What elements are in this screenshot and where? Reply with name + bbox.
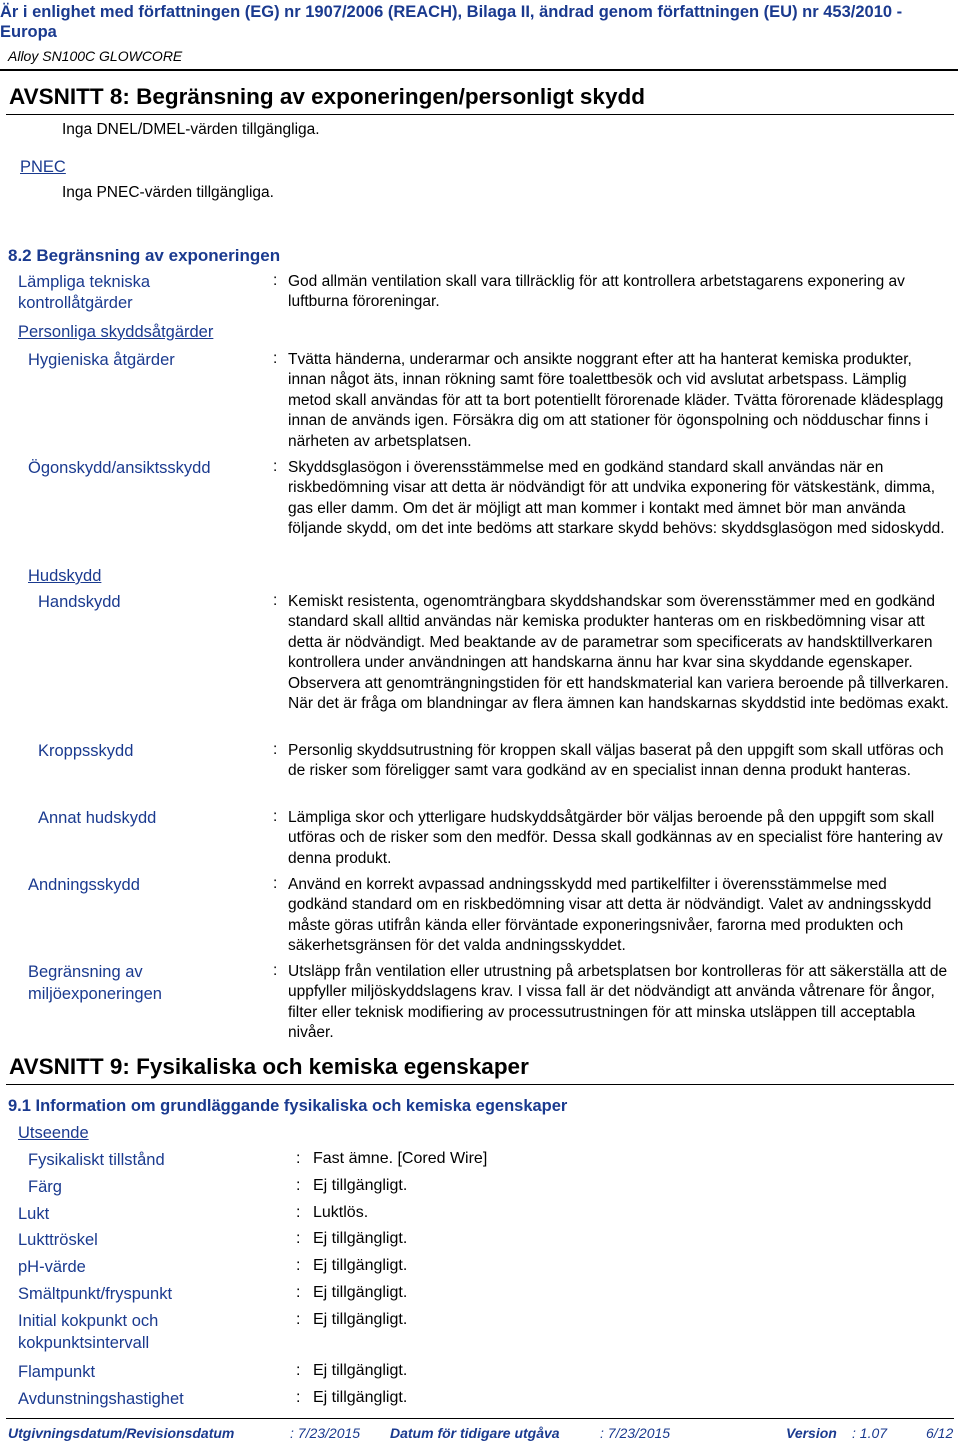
eye-protection-label: Ögonskydd/ansiktsskydd	[28, 459, 211, 477]
colon: :	[296, 1177, 301, 1194]
section-9-heading-box	[6, 1054, 954, 1085]
colon: :	[296, 1257, 301, 1274]
property-value: Ej tillgängligt.	[313, 1362, 408, 1379]
version-label: Version	[786, 1425, 837, 1441]
property-value: Ej tillgängligt.	[313, 1311, 408, 1328]
pnec-text: Inga PNEC-värden tillgängliga.	[62, 184, 274, 201]
issue-date-label: Utgivningsdatum/Revisionsdatum	[8, 1425, 235, 1441]
property-label: pH-värde	[18, 1258, 86, 1276]
property-label: Avdunstningshastighet	[18, 1390, 184, 1408]
property-value: Ej tillgängligt.	[313, 1257, 408, 1274]
section-8-title: AVSNITT 8: Begränsning av exponeringen/personligt skydd	[9, 84, 645, 109]
property-label: Fysikaliskt tillstånd	[28, 1151, 165, 1169]
property-label: Lukttröskel	[18, 1231, 98, 1249]
hand-protection-label: Handskydd	[38, 593, 121, 611]
property-value: Ej tillgängligt.	[313, 1230, 408, 1247]
pnec-label: PNEC	[20, 158, 66, 176]
ppe-label: Personliga skyddsåtgärder	[18, 323, 214, 341]
version-value: : 1.07	[852, 1425, 888, 1441]
product-name: Alloy SN100C GLOWCORE	[8, 48, 183, 64]
colon: :	[273, 350, 278, 367]
footer-divider	[6, 1418, 954, 1419]
hygiene-text: Tvätta händerna, underarmar och ansikte noggrant efter att ha hanterat kemiska produkter, innan något äts, innan rökning samt före toalettbesök och vid avslutat arbetspass. Lämplig metod skall användas för att ta bort potentiellt förorenade kläder. Tvätta förorenade klädesplagg innan de används igen. Försäkra dig om att stationer för ögonspolning och nödduschar finns i närheten av arbetsplatsen.	[288, 351, 944, 450]
hand-protection-text: Kemiskt resistenta, ogenomträngbara skyddshandskar som överensstämmer med en godkänd standard skall alltid användas när kemiska produkter hanteras om en riskbedömning visar att detta är nödvändigt. Med beaktande av de parametrar som specificerats av handsktillverkaren kontrollera under användningen att handskarna ännu har kvar sina skyddande egenskaper. Observera att genomträngningstiden för ett handskmaterial kan variera beroende på tillverkaren. När det är fråga om blandningar av flera ämnen kan handskarnas skyddstid inte bedömas exakt.	[288, 593, 949, 713]
eye-protection-text: Skyddsglasögon i överensstämmelse med en godkänd standard skall användas när en riskbedömning visar att detta är nödvändigt för att undvika exponering för vätskestänk, dimma, gas eller damm. Om det är möjligt att man kommer i kontakt med ämnet bör man använda följande skydd, om det inte bedöms att starkare skydd behövs: skyddsglasögon med sidoskydd.	[288, 459, 945, 538]
colon: :	[273, 808, 278, 825]
subsection-8-2-title: 8.2 Begränsning av exponeringen	[8, 246, 281, 265]
other-skin-text: Lämpliga skor och ytterligare hudskyddsåtgärder bör väljas beroende på den uppgift som skall utföras och de risker som den medför. Dessa skall godkännas av en specialist före hantering av denna produkt.	[288, 809, 943, 867]
property-value: Fast ämne. [Cored Wire]	[313, 1150, 488, 1167]
document-header-title: Är i enlighet med författningen (EG) nr 1907/2006 (REACH), Bilaga II, ändrad genom författningen (EU) nr 453/2010 - Europa	[0, 3, 903, 41]
colon: :	[296, 1284, 301, 1301]
property-value: Ej tillgängligt.	[313, 1389, 408, 1406]
colon: :	[296, 1230, 301, 1247]
hygiene-label: Hygieniska åtgärder	[28, 351, 175, 369]
property-label: Smältpunkt/fryspunkt	[18, 1285, 173, 1303]
issue-date-value: : 7/23/2015	[290, 1425, 361, 1441]
previous-date-label: Datum för tidigare utgåva	[390, 1425, 560, 1441]
eng-controls-label-1: Lämpliga tekniska	[18, 273, 151, 291]
respiratory-text: Använd en korrekt avpassad andningsskydd med partikelfilter i överensstämmelse med godkänd standard om en riskbedömning visar att detta är nödvändigt. Valet av andningsskydd måste göras utifrån kända eller förväntade exponeringsnivåer, farorna med produkten och säkerhetsgränsen för det valda andningsskyddet.	[288, 876, 932, 955]
env-exposure-label-1: Begränsning av	[28, 963, 143, 981]
property-value: Luktlös.	[313, 1204, 369, 1221]
property-label: Initial kokpunkt och	[18, 1312, 159, 1330]
property-label: Lukt	[18, 1205, 50, 1223]
colon: :	[273, 458, 278, 475]
subsection-9-1-title: 9.1 Information om grundläggande fysikaliska och kemiska egenskaper	[8, 1097, 568, 1115]
property-label-cont: kokpunktsintervall	[18, 1334, 150, 1352]
colon: :	[296, 1204, 301, 1221]
previous-date-value: : 7/23/2015	[600, 1425, 671, 1441]
property-label: Färg	[28, 1178, 62, 1196]
colon: :	[273, 741, 278, 758]
body-protection-text: Personlig skyddsutrustning för kroppen skall väljas baserat på den uppgift som skall utföras och de risker som föreligger samt vara godkänd av en specialist innan denna produkt hanteras.	[288, 742, 944, 780]
page-number: 6/12	[926, 1425, 954, 1441]
body-protection-label: Kroppsskydd	[38, 742, 134, 760]
env-exposure-text: Utsläpp från ventilation eller utrustning på arbetsplatsen bor kontrolleras för att säkerställa att de uppfyller miljöskyddslagens krav. I vissa fall är det nödvändigt att använda våtrenare för ångor, filter eller teknisk modifiering av processutrustningen för att minska utsläppen till acceptabla nivåer.	[288, 963, 948, 1042]
eng-controls-label-2: kontrollåtgärder	[18, 294, 133, 312]
colon: :	[273, 875, 278, 892]
property-label: Flampunkt	[18, 1363, 96, 1381]
other-skin-label: Annat hudskydd	[38, 809, 157, 827]
colon: :	[273, 962, 278, 979]
section-8-heading-box	[6, 84, 954, 115]
colon: :	[296, 1389, 301, 1406]
colon: :	[273, 592, 278, 609]
eng-controls-text: God allmän ventilation skall vara tillräcklig för att kontrollera arbetstagarens exponering av luftburna föroreningar.	[288, 273, 905, 311]
section-9-title: AVSNITT 9: Fysikaliska och kemiska egenskaper	[9, 1054, 529, 1079]
colon: :	[273, 272, 278, 289]
property-value: Ej tillgängligt.	[313, 1284, 408, 1301]
dnel-text: Inga DNEL/DMEL-värden tillgängliga.	[62, 121, 320, 138]
colon: :	[296, 1150, 301, 1167]
appearance-label: Utseende	[18, 1124, 89, 1142]
colon: :	[296, 1362, 301, 1379]
respiratory-label: Andningsskydd	[28, 876, 140, 894]
colon: :	[296, 1311, 301, 1328]
header-divider	[0, 69, 958, 71]
skin-protection-label: Hudskydd	[28, 567, 102, 585]
env-exposure-label-2: miljöexponeringen	[28, 985, 162, 1003]
property-value: Ej tillgängligt.	[313, 1177, 408, 1194]
